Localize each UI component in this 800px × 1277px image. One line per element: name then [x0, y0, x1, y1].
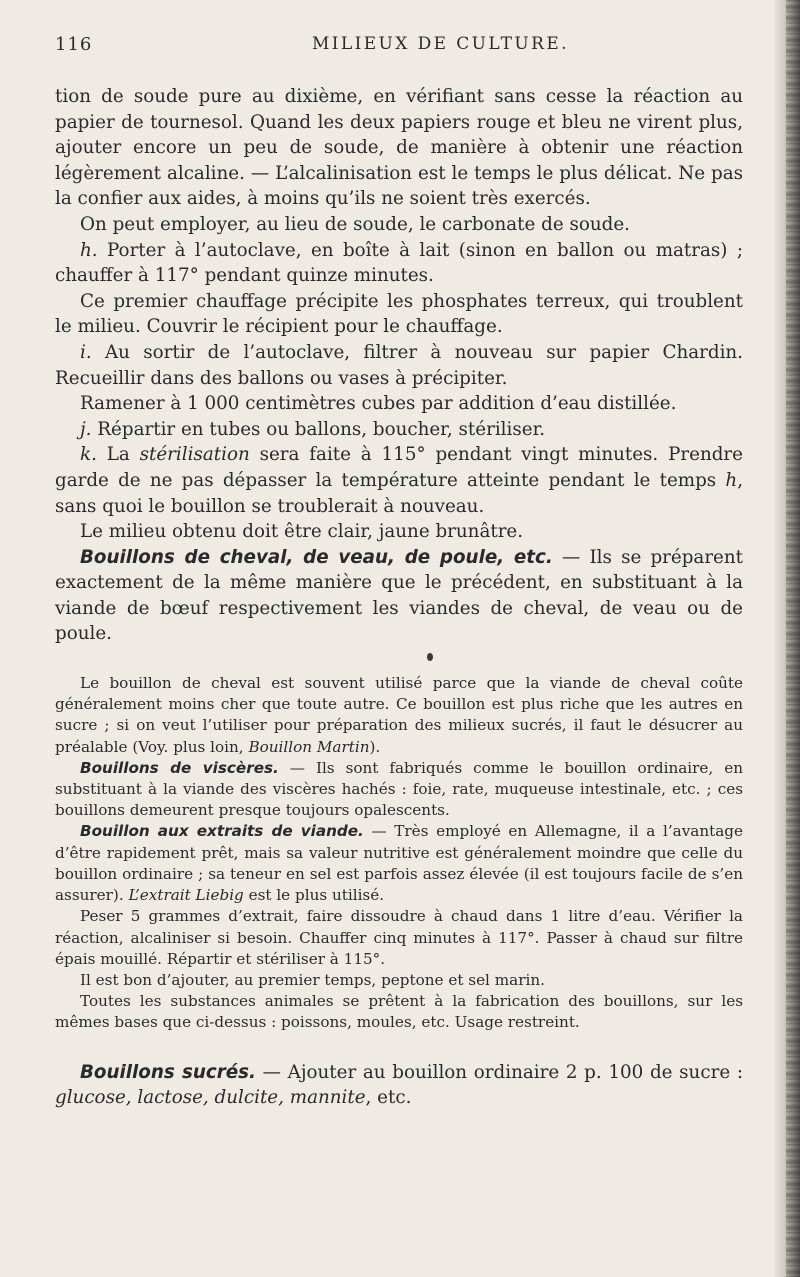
section-italic: glucose, lactose, dulcite, mannite — [55, 1087, 366, 1109]
page-header — [0, 34, 760, 60]
section-heading: Bouillons de cheval, de veau, de poule, etc. — [80, 546, 553, 568]
paragraph-carbonate: On peut employer, au lieu de soude, le carbonate de soude. — [80, 213, 630, 235]
step-h — [55, 238, 743, 289]
step-j — [55, 417, 743, 443]
ink-dot — [55, 647, 743, 673]
paragraph-continuation: tion de soude pure au dixième, en vérifiant sans cesse la réaction au papier de tournesol. Quand les deux papiers rouge et bleu ne virent plus, ajouter encore un peu de soude, de manière à obtenir une réaction légèrement alcaline. — L’alcalinisation est le temps le plus délicat. Ne pas la confier aux aides, à moins qu’ils ne soient très exercés. — [55, 86, 743, 210]
step-text: , sans quoi le bouillon se troublerait à nouveau. — [55, 469, 743, 517]
paragraph-first-heating: Ce premier chauffage précipite les phosphates terreux, qui troublent le milieu. Couvrir le récipient pour le chauffage. — [55, 290, 743, 338]
section-text: — Ils se préparent exactement de la même manière que le précédent, en substituant à la viande de bœuf respectivement les viandes de cheval, de veau ou de poule. — [55, 546, 743, 645]
section-text: — Très employé en Allemagne, il a l’avantage d’être rapidement prêt, mais sa valeur nutritive est généralement moindre que celle du bouillon ordinaire ; sa teneur en sel est parfois assez élevée (il est toujours facile de s’en assurer). — [55, 822, 743, 905]
section-text: — Ils sont fabriqués comme le bouillon ordinaire, en substituant à la viande des viscères hachés : foie, rate, muqueuse intestinale, etc. ; ces bouillons demeurent presque toujours opalescents. — [55, 758, 743, 820]
paragraph-dilution: Ramener à 1 000 centimètres cubes par addition d’eau distillée. — [80, 393, 677, 415]
page-edge-texture — [786, 0, 800, 1277]
step-letter: h. — [80, 239, 98, 261]
section-horse-broth — [55, 545, 743, 647]
spacer — [55, 1034, 743, 1060]
step-letter: k. — [80, 444, 97, 466]
step-k — [55, 442, 743, 519]
step-text: Porter à l’autoclave, en boîte à lait (sinon en ballon ou matras) ; chauffer à 117° pendant quinze minutes. — [55, 239, 743, 287]
note-text: Le bouillon de cheval est souvent utilisé parce que la viande de cheval coûte généralement moins cher que toute autre. Ce bouillon est plus riche que les autres en sucre ; si on veut l’utiliser pour préparation des milieux sucrés, il faut le désucrer au préalable (Voy. plus loin, — [55, 674, 743, 756]
step-letter: j. — [80, 418, 92, 440]
section-heading: Bouillons de viscères. — [80, 758, 279, 777]
step-text: sera faite à 115° pendant vingt minutes. Prendre garde de ne pas dépasser la température atteinte pendant le temps — [55, 444, 743, 491]
section-italic: L’extrait Liebig — [128, 886, 244, 905]
paragraph-other-substances: Toutes les substances animales se prêtent à la fabrication des bouillons, sur les mêmes bases que ci-dessus : poissons, moules, etc. Usage restreint. — [55, 992, 743, 1032]
section-text: est le plus utilisé. — [243, 886, 385, 905]
step-letter: i. — [80, 341, 92, 363]
section-text: , etc. — [365, 1087, 412, 1109]
step-text: La — [96, 444, 140, 466]
page-body — [55, 84, 743, 1111]
step-i — [55, 340, 743, 391]
note-text: ). — [369, 737, 381, 756]
paragraph-extract-method: Peser 5 grammes d’extrait, faire dissoudre à chaud dans 1 litre d’eau. Vérifier la réaction, alcaliniser si besoin. Chauffer cinq minutes à 117°. Passer à chaud sur filtre épais mouillé. Répartir et stériliser à 115°. — [55, 907, 743, 968]
section-heading: Bouillon aux extraits de viande. — [80, 822, 364, 841]
step-text: Répartir en tubes ou ballons, boucher, stériliser. — [91, 418, 546, 440]
note-horse-broth — [55, 673, 743, 758]
section-heading: Bouillons sucrés. — [80, 1061, 256, 1083]
paragraph-extract-tip: Il est bon d’ajouter, au premier temps, peptone et sel marin. — [80, 970, 545, 989]
running-head: MILIEUX DE CULTURE. — [312, 34, 569, 54]
step-italic-term: stérilisation — [139, 444, 250, 466]
note-italic: Bouillon Martin — [248, 737, 370, 756]
page-number: 116 — [55, 34, 93, 55]
section-viscera-broth — [55, 758, 743, 822]
paragraph-result: Le milieu obtenu doit être clair, jaune brunâtre. — [80, 521, 524, 543]
step-letter-ref: h — [725, 469, 738, 491]
section-meat-extract-broth — [55, 821, 743, 906]
section-text: — Ajouter au bouillon ordinaire 2 p. 100 de sucre : — [255, 1061, 743, 1083]
step-text: Au sortir de l’autoclave, filtrer à nouveau sur papier Chardin. Recueillir dans des ballons ou vases à précipiter. — [55, 341, 743, 389]
section-sugared-broth — [55, 1060, 743, 1111]
small-print-block — [55, 673, 743, 1033]
